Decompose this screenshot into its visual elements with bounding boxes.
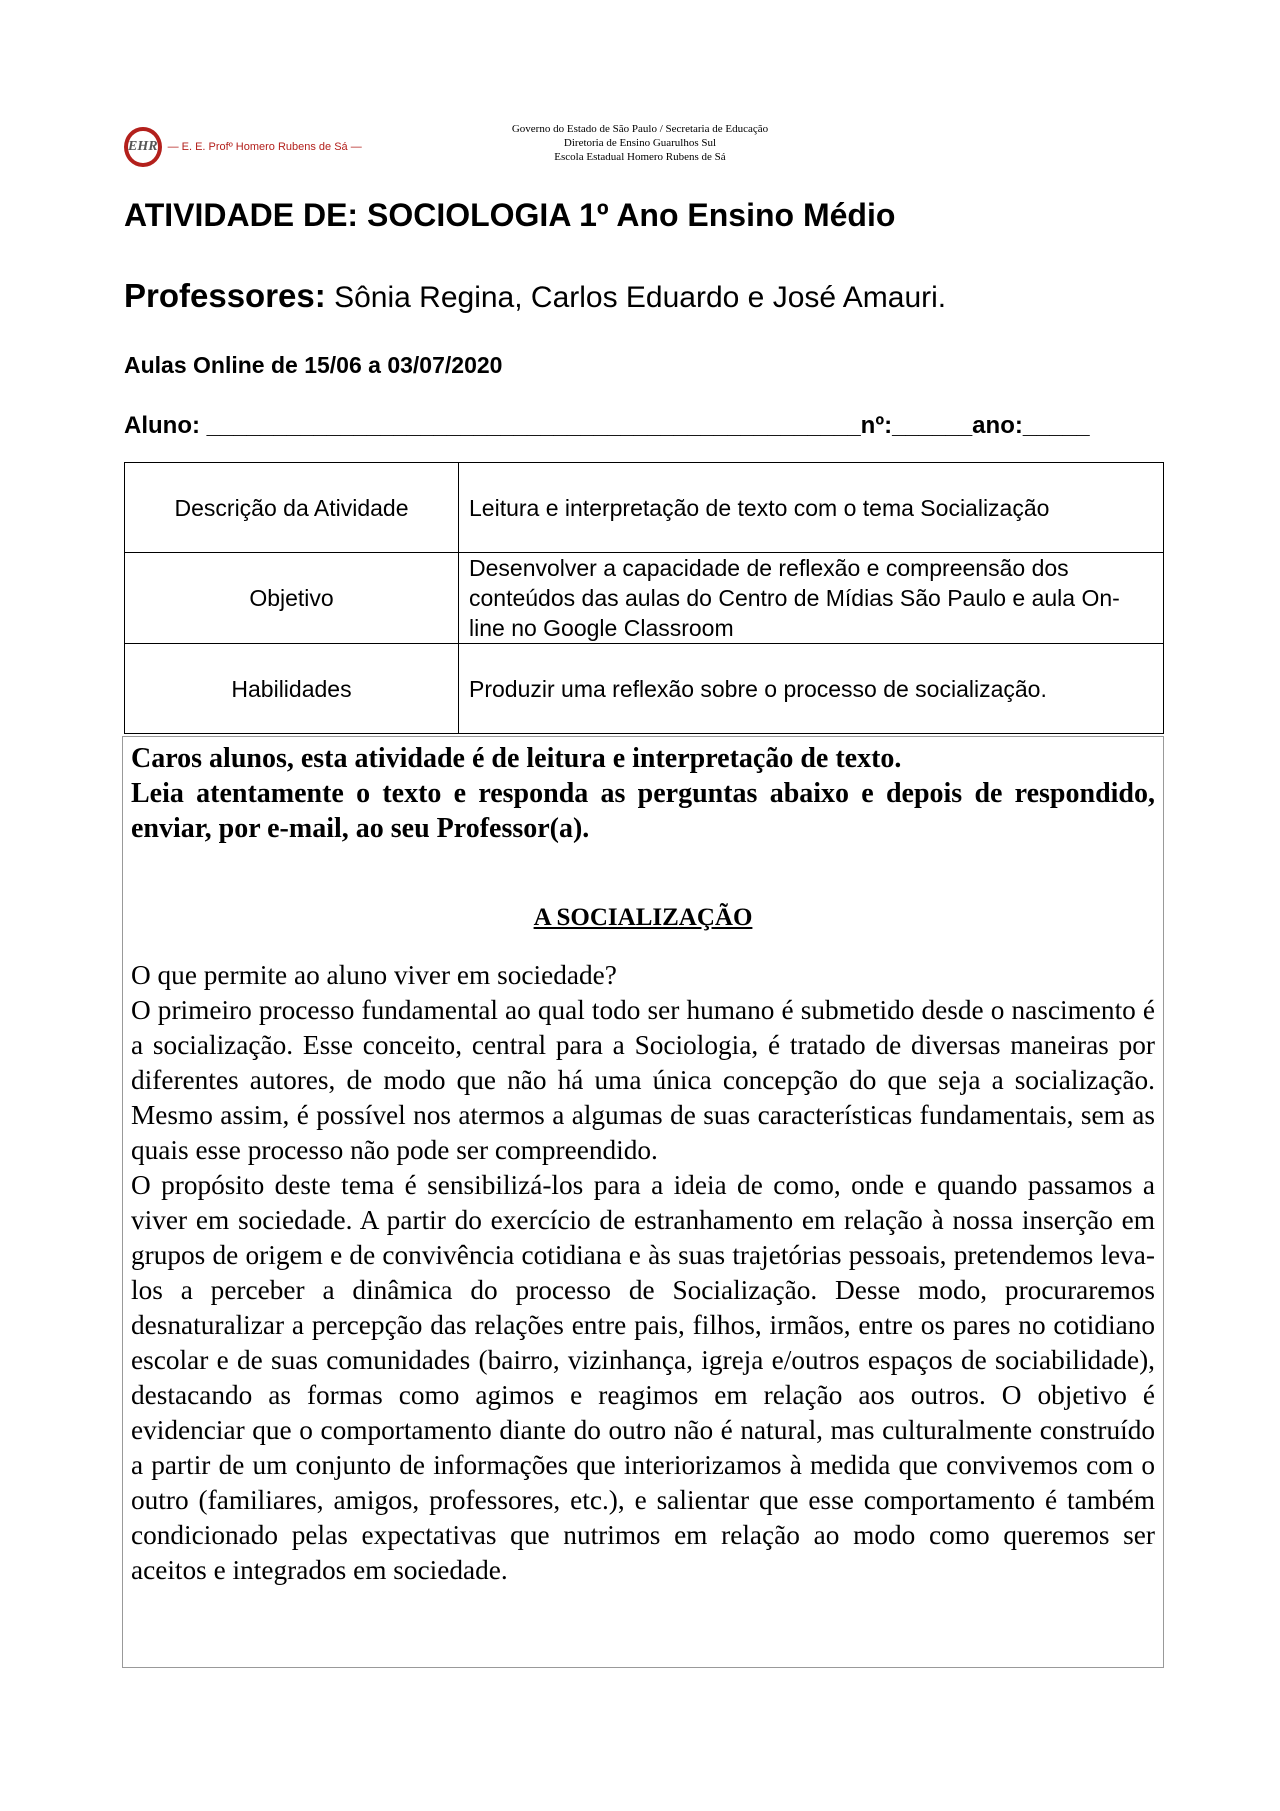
- table-label-description: Descrição da Atividade: [125, 463, 459, 553]
- teachers-label: Professores:: [124, 277, 326, 314]
- teachers-line: [124, 277, 946, 315]
- paragraph-1: O primeiro processo fundamental ao qual todo ser humano é submetido desde o nascimento é a socialização. Esse conceito, central para a Sociologia, é tratado de diversas maneiras por diferentes autores, de modo que não há uma única concepção do que seja a socialização. Mesmo assim, é possível nos atermos a algumas de suas características fundamentais, sem as quais esse processo não pode ser compreendido.: [131, 995, 1155, 1165]
- table-row: [125, 644, 1164, 734]
- page-title: ATIVIDADE DE: SOCIOLOGIA 1º Ano Ensino Médio: [124, 197, 896, 233]
- gov-line-1: Governo do Estado de São Paulo / Secretaria de Educação: [511, 123, 769, 135]
- school-logo: [124, 125, 362, 169]
- table-row: [125, 553, 1164, 644]
- student-info-line: Aluno: _________________________________________________nº:______ano:_____: [124, 412, 1090, 439]
- intro-line-2: Leia atentamente o texto e responda as perguntas abaixo e depois de respondido, enviar, por e-mail, ao seu Professor(a).: [131, 778, 1155, 844]
- school-seal-icon: EHR: [124, 127, 162, 167]
- intro-instructions: [131, 741, 1155, 846]
- table-value-skills: Produzir uma reflexão sobre o processo de socialização.: [459, 644, 1164, 734]
- paragraph-question: O que permite ao aluno viver em sociedade?: [131, 960, 617, 990]
- intro-line-1: Caros alunos, esta atividade é de leitura e interpretação de texto.: [131, 743, 902, 774]
- teachers-names: Sônia Regina, Carlos Eduardo e José Amauri.: [325, 281, 947, 314]
- section-title: A SOCIALIZAÇÃO: [533, 904, 753, 931]
- table-value-objective: Desenvolver a capacidade de reflexão e compreensão dos conteúdos das aulas do Centro de Mídias São Paulo e aula On-line no Google Classroom: [459, 553, 1164, 644]
- paragraph-2: O propósito deste tema é sensibilizá-los para a ideia de como, onde e quando passamos a viver em sociedade. A partir do exercício de estranhamento em relação à nossa inserção em grupos de origem e de convivência cotidiana e às suas trajetórias pessoais, pretendemos leva-los a perceber a dinâmica do processo de Socialização. Desse modo, procuraremos desnaturalizar a percepção das relações entre pais, filhos, irmãos, entre os pares no cotidiano escolar e de suas comunidades (bairro, vizinhança, igreja e/outros espaços de sociabilidade), destacando as formas como agimos e reagimos em relação aos outros. O objetivo é evidenciar que o comportamento diante do outro não é natural, mas culturalmente construído a partir de um conjunto de informações que interiorizamos à medida que convivemos com o outro (familiares, amigos, professores, etc.), e salientar que esse comportamento é também condicionado pelas expectativas que nutrimos em relação ao modo como queremos ser aceitos e integrados em sociedade.: [131, 1170, 1155, 1585]
- activity-table: [124, 462, 1164, 734]
- gov-line-3: Escola Estadual Homero Rubens de Sá: [554, 151, 726, 163]
- gov-line-2: Diretoria de Ensino Guarulhos Sul: [563, 137, 717, 149]
- table-row: [125, 463, 1164, 553]
- text-box: [122, 736, 1164, 1668]
- online-classes-dates: Aulas Online de 15/06 a 03/07/2020: [124, 352, 503, 378]
- school-logo-text: — E. E. Profº Homero Rubens de Sá —: [167, 141, 362, 153]
- government-header: [430, 122, 850, 164]
- table-value-description: Leitura e interpretação de texto com o tema Socialização: [459, 463, 1164, 553]
- table-label-objective: Objetivo: [125, 553, 459, 644]
- table-label-skills: Habilidades: [125, 644, 459, 734]
